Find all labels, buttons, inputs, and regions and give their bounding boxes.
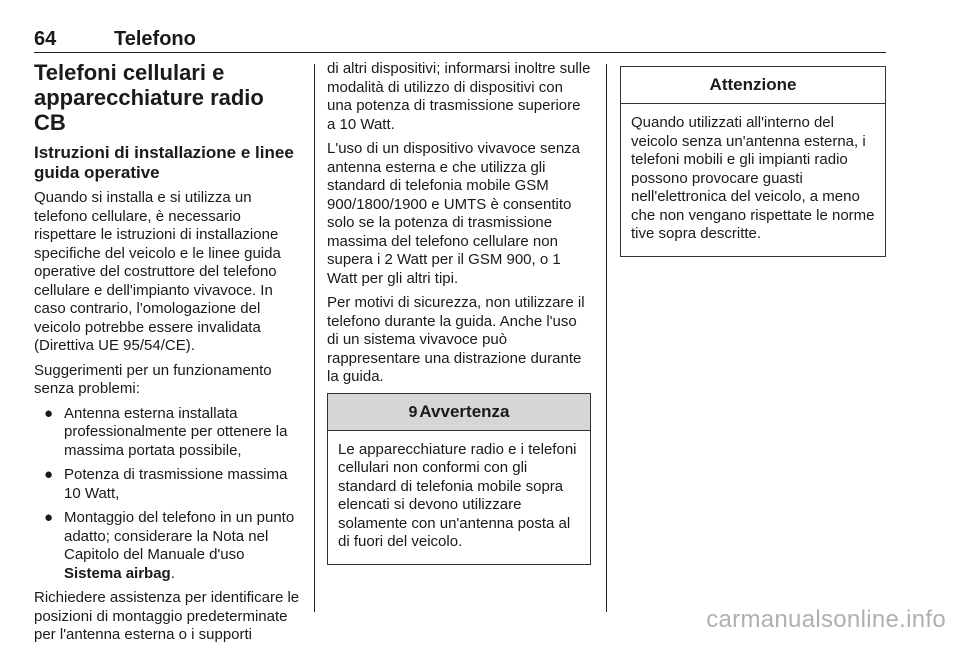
bullet-list: [34, 405, 300, 584]
column-divider: [314, 64, 315, 612]
airbag-reference: Sistema airbag: [64, 564, 171, 582]
paragraph: Suggerimenti per un funzionamento senza problemi:: [34, 361, 272, 397]
paragraph: di altri dispositivi; informarsi inoltre sulle modalità di utilizzo di dispositivi con una potenza di trasmissione superiore a 10 Watt.: [327, 60, 591, 133]
list-item-text: Potenza di trasmissione massima 10 Watt,: [64, 466, 288, 502]
warning-header: [328, 394, 590, 431]
bullet-icon: ●: [44, 404, 54, 422]
warning-title: Avvertenza: [419, 401, 510, 421]
column-right: [620, 60, 886, 257]
watermark: carmanualsonline.info: [706, 606, 946, 633]
subsection-title: Istruzioni di installazione e linee guida operative: [34, 143, 294, 182]
list-item: [34, 466, 300, 503]
caution-header: Attenzione: [621, 67, 885, 104]
paragraph: L'uso di un dispositivo vivavoce senza antenna esterna e che utilizza gli standard di telefonia mobile GSM 900/1800/1900 e UMTS è consentito solo se la potenza di trasmissione massima del telefono cellulare non supera i 2 Watt per il GSM 900, o 1 Watt per gli altri tipi.: [327, 140, 581, 287]
section-title: Telefono: [114, 28, 196, 50]
list-item-text: Montaggio del telefono in un punto adatto; considerare la Nota nel Capitolo del Manuale d'uso: [64, 509, 295, 563]
list-item: [34, 509, 300, 583]
warning-box: [327, 393, 591, 565]
warning-body: Le apparecchiature radio e i telefoni cellulari non conformi con gli standard di telefonia mobile sopra elencati si devono utilizzare solamente con un'antenna posta al di fuori del veicolo.: [338, 440, 577, 550]
paragraph: Per motivi di sicurezza, non utilizzare il telefono durante la guida. Anche l'uso di un sistema vivavoce può rappresentare una distrazione durante la guida.: [327, 294, 585, 385]
column-divider: [606, 64, 607, 612]
caution-box: [620, 66, 886, 257]
warning-icon: 9: [408, 403, 418, 421]
column-left: [34, 60, 300, 651]
caution-body: Quando utilizzati all'interno del veicolo senza un'antenna esterna, i telefoni mobili e gli impianti radio possono provocare guasti nell'elettronica del veicolo, a meno che non vengano rispettate le norme tive sopra descritte.: [631, 114, 875, 242]
paragraph: Quando si installa e si utilizza un telefono cellulare, è necessario rispettare le istruzioni di installazione specifiche del veicolo e le linee guida operative del costruttore del telefono cellulare e dell'impianto vivavoce. In caso contrario, l'omologazione del veicolo potrebbe essere invalidata (Direttiva UE 95/54/CE).: [34, 189, 281, 354]
list-item: [34, 405, 300, 461]
paragraph: Richiedere assistenza per identificare le posizioni di montaggio predeterminate per l'antenna esterna o i supporti: [34, 589, 300, 643]
column-middle: [327, 60, 591, 565]
bullet-icon: ●: [44, 466, 54, 483]
list-item-text: Antenna esterna installata professionalmente per ottenere la massima portata possibile,: [64, 404, 288, 459]
page-number: 64: [34, 28, 57, 50]
page-header: [34, 24, 886, 53]
bullet-icon: ●: [44, 509, 54, 526]
list-item-end: .: [170, 564, 175, 582]
chapter-title: Telefoni cellulari e apparecchiature radio CB: [34, 60, 264, 135]
